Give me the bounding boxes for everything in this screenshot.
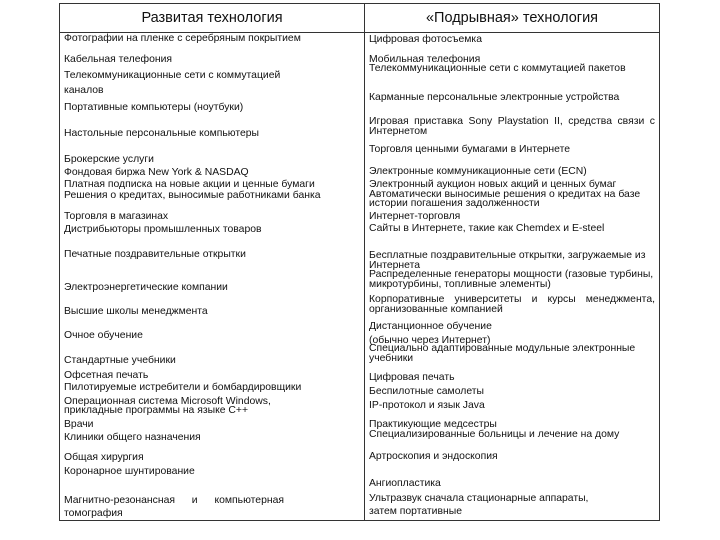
right-cell: Цифровая фотосъемка — [369, 34, 482, 45]
right-cell: Корпоративные университеты и курсы менеджмента, организованные компанией — [369, 294, 655, 315]
left-cell: Кабельная телефония — [64, 54, 173, 65]
right-cell: Торговля ценными бумагами в Интернете — [369, 144, 570, 155]
left-cell: Клиники общего назначения — [64, 432, 201, 443]
left-cell: Пилотируемые истребители и бомбардировщики — [64, 382, 302, 393]
table-bottom-border — [59, 520, 660, 521]
left-cell: Стандартные учебники — [64, 355, 176, 366]
left-cell: Телекоммуникационные сети с коммутацией каналов — [64, 70, 281, 96]
left-cell: Высшие школы менеджмента — [64, 306, 208, 317]
right-cell: Ангиопластика — [369, 478, 441, 489]
right-cell: Артроскопия и эндоскопия — [369, 451, 498, 462]
right-cell: Специализированные больницы и лечение на дому — [369, 429, 620, 440]
left-cell: Настольные персональные компьютеры — [64, 128, 260, 139]
left-cell: Брокерские услуги — [64, 154, 154, 165]
right-cell: Специально адаптированные модульные электронные учебники — [369, 343, 636, 364]
right-cell: Игровая приставка Sony Playstation II, средства связи с Интернетом — [369, 116, 655, 137]
left-cell: Дистрибьюторы промышленных товаров — [64, 224, 262, 235]
right-cell: Сайты в Интернете, такие как Chemdex и E-steel — [369, 223, 605, 234]
table-left-border — [59, 3, 60, 520]
header-developed-technology: Развитая технология — [141, 10, 283, 26]
right-cell: Телекоммуникационные сети с коммутацией пакетов — [369, 63, 626, 74]
left-cell: Коронарное шунтирование — [64, 466, 195, 477]
right-cell: Интернет-торговля — [369, 211, 461, 222]
left-cell: Электроэнергетические компании — [64, 282, 228, 293]
table-column-divider — [364, 3, 365, 520]
left-cell: Решения о кредитах, выносимые работниками банка — [64, 190, 321, 201]
right-cell: IP-протокол и язык Java — [369, 400, 485, 411]
right-cell: Мобильная телефония — [369, 54, 481, 65]
table-right-border — [659, 3, 660, 520]
left-cell: Платная подписка на новые акции и ценные бумаги — [64, 179, 315, 190]
right-cell: Электронный аукцион новых акций и ценных бумаг — [369, 179, 617, 190]
left-cell: Магнитно-резонансная и компьютерная томография — [64, 495, 284, 519]
left-cell: Фондовая биржа New York & NASDAQ — [64, 167, 249, 178]
right-cell: Цифровая печать — [369, 372, 455, 383]
left-cell: Офсетная печать — [64, 370, 149, 381]
right-cell: Ультразвук сначала стационарные аппараты, затем портативные — [369, 493, 589, 517]
left-cell: Фотографии на пленке с серебряным покрытием — [64, 33, 301, 44]
left-cell: Общая хирургия — [64, 452, 144, 463]
left-cell: Врачи — [64, 419, 94, 430]
left-cell: Печатные поздравительные открытки — [64, 249, 246, 260]
right-cell: Дистанционное обучение (обычно через Интернет) — [369, 321, 492, 346]
right-cell: Распределенные генераторы мощности (газовые турбины, микротурбины, топливные элементы) — [369, 269, 654, 290]
header-disruptive-technology: «Подрывная» технология — [425, 10, 599, 26]
right-cell: Практикующие медсестры — [369, 419, 497, 430]
right-cell: Беспилотные самолеты — [369, 386, 484, 397]
left-cell: Операционная система Microsoft Windows, прикладные программы на языке C++ — [64, 396, 271, 416]
left-cell: Торговля в магазинах — [64, 211, 169, 222]
left-cell: Портативные компьютеры (ноутбуки) — [64, 102, 244, 113]
left-cell: Очное обучение — [64, 330, 143, 341]
right-cell: Электронные коммуникационные сети (ECN) — [369, 166, 587, 177]
right-cell: Карманные персональные электронные устройства — [369, 92, 620, 103]
right-cell: Автоматически выносимые решения о кредитах на базе истории погашения задолженности — [369, 189, 641, 209]
right-cell: Бесплатные поздравительные открытки, загружаемые из Интернета — [369, 250, 646, 271]
